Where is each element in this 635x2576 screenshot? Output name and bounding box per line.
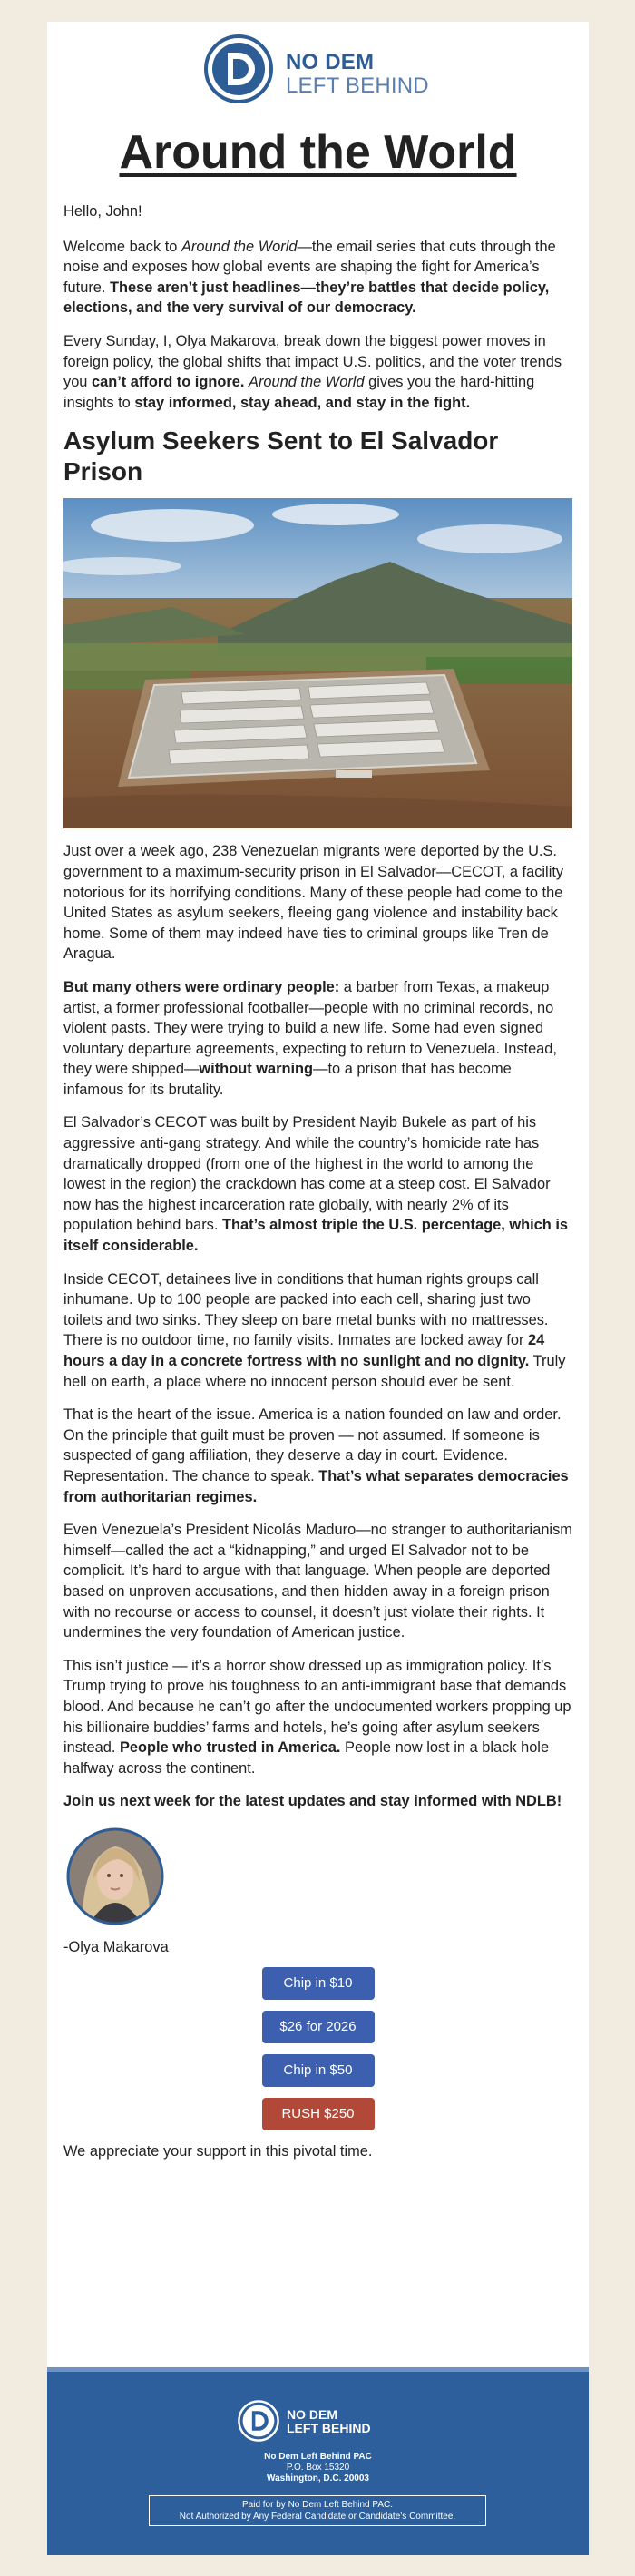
footer-logo-line-1: NO DEM bbox=[287, 2407, 337, 2422]
email-card bbox=[47, 22, 589, 2551]
footer-wordmark bbox=[287, 2408, 371, 2435]
intro-paragraph-1: Welcome back to Around the World—the email series that cuts through the noise and exposes how global events are shaping the fight for America’s future. These aren’t just headlines—they’re battles that decide policy, elections, and the very survival of our democracy. bbox=[64, 238, 556, 317]
signature: -Olya Makarova bbox=[64, 1939, 169, 1956]
footer-address bbox=[47, 2452, 589, 2484]
intro-paragraph-2: Every Sunday, I, Olya Makarova, break down the biggest power moves in foreign policy, the global shifts that impact U.S. politics, and the voter trends you can’t afford to ignore. Around the World gives you the hard-hitting insights to stay informed, stay ahead, and stay in the fight. bbox=[64, 332, 562, 411]
article-paragraph-6: Even Venezuela’s President Nicolás Maduro—no stranger to authoritarianism himself—called the act a “kidnapping,” and urged El Salvador not to be complicit. It’s hard to argue with that language. When people are deported based on unproven accusations, and then hidden away in a foreign prison with no recourse or access to counsel, it doesn’t just violate their rights. It undermines the very foundation of American justice. bbox=[64, 1522, 572, 1641]
logo-line-2: LEFT BEHIND bbox=[286, 73, 429, 98]
logo-d-icon bbox=[204, 33, 273, 105]
footer-pobox: P.O. Box 15320 bbox=[286, 2463, 350, 2473]
footer-city: Washington, D.C. 20003 bbox=[267, 2473, 369, 2483]
closing-line: Join us next week for the latest updates and stay informed with NDLB! bbox=[64, 1793, 562, 1810]
26-for-2026-button[interactable]: $26 for 2026 bbox=[262, 2011, 375, 2043]
article-paragraph-3: El Salvador’s CECOT was built by President Nayib Bukele as part of his aggressive anti-gang strategy. And while the country’s homicide rate has dramatically dropped (from one of the highest in the world to among the lowest in the region) the crackdown has come at a steep cost. El Salvador now has the highest incarceration rate globally, with nearly 2% of its population behind bars. That’s almost triple the U.S. percentage, which is itself considerable. bbox=[64, 1114, 568, 1255]
rush-250-button[interactable]: RUSH $250 bbox=[262, 2098, 375, 2130]
footer-logo-line-2: LEFT BEHIND bbox=[287, 2421, 371, 2435]
chip-in-50-button[interactable]: Chip in $50 bbox=[262, 2054, 375, 2087]
newsletter-title: Around the World bbox=[119, 126, 517, 179]
footer-logo-d-icon bbox=[238, 2399, 279, 2443]
greeting: Hello, John! bbox=[64, 203, 142, 220]
donate-buttons bbox=[64, 1967, 572, 2130]
article-paragraph-7: This isn’t justice — it’s a horror show dressed up as immigration policy. It’s Trump trying to prove his toughness to an anti-immigrant base that demands blood. And because he can’t go after the undocumented workers propping up his billionaire buddies’ farms and hotels, he’s going after asylum seekers instead. People who trusted in America. People now lost in a black hole halfway across the continent. bbox=[64, 1657, 572, 1777]
prison-aerial-photo bbox=[64, 498, 572, 828]
thanks-line: We appreciate your support in this pivotal time. bbox=[64, 2143, 373, 2160]
disclaimer-box bbox=[149, 2495, 486, 2526]
article-paragraph-4: Inside CECOT, detainees live in conditions that human rights groups call inhumane. Up to 100 people are packed into each cell, sharing just two toilets and two sinks. They sleep on bare metal bunks with no mattresses. There is no outdoor time, no family visits. Inmates are locked away for 24 hours a day in a concrete fortress with no sunlight and no dignity. Truly hell on earth, a place where no innocent person should ever be sent. bbox=[64, 1270, 566, 1390]
footer-logo[interactable] bbox=[238, 2399, 410, 2444]
brand-logo[interactable] bbox=[47, 33, 589, 114]
not-authorized-line: Not Authorized by Any Federal Candidate or Candidate’s Committee. bbox=[179, 2512, 456, 2522]
logo-line-1: NO DEM bbox=[286, 50, 375, 74]
footer-org: No Dem Left Behind PAC bbox=[264, 2452, 372, 2462]
article-paragraph-2: But many others were ordinary people: a barber from Texas, a makeup artist, a former professional footballer—people with no criminal records, no violent pasts. They were trying to build a new life. Some had even signed voluntary departure agreements, expecting to return to Venezuela. Instead, they were shipped—without warning—to a prison that has become infamous for its brutality. bbox=[64, 978, 557, 1098]
author-avatar bbox=[65, 1827, 165, 1926]
paid-for-line: Paid for by No Dem Left Behind PAC. bbox=[241, 2500, 393, 2510]
chip-in-10-button[interactable]: Chip in $10 bbox=[262, 1967, 375, 2000]
article-paragraph-5: That is the heart of the issue. America is a nation founded on law and order. On the principle that guilt must be proven — not assumed. If someone is suspected of gang affiliation, they deserve a day in court. Evidence. Representation. The chance to speak. That’s what separates democracies from authoritarian regimes. bbox=[64, 1406, 569, 1505]
footer bbox=[47, 2367, 589, 2555]
article-paragraph-1: Just over a week ago, 238 Venezuelan migrants were deported by the U.S. government to a maximum-security prison in El Salvador—CECOT, a facility notorious for its horrifying conditions. Many of these people had come to the United States as asylum seekers, fleeing gang violence and instability back home. Some of them may indeed have ties to criminal groups like Tren de Aragua. bbox=[64, 843, 564, 963]
email-body bbox=[64, 201, 572, 2175]
article-heading: Asylum Seekers Sent to El Salvador Prison bbox=[64, 426, 499, 486]
logo-wordmark bbox=[286, 51, 429, 98]
